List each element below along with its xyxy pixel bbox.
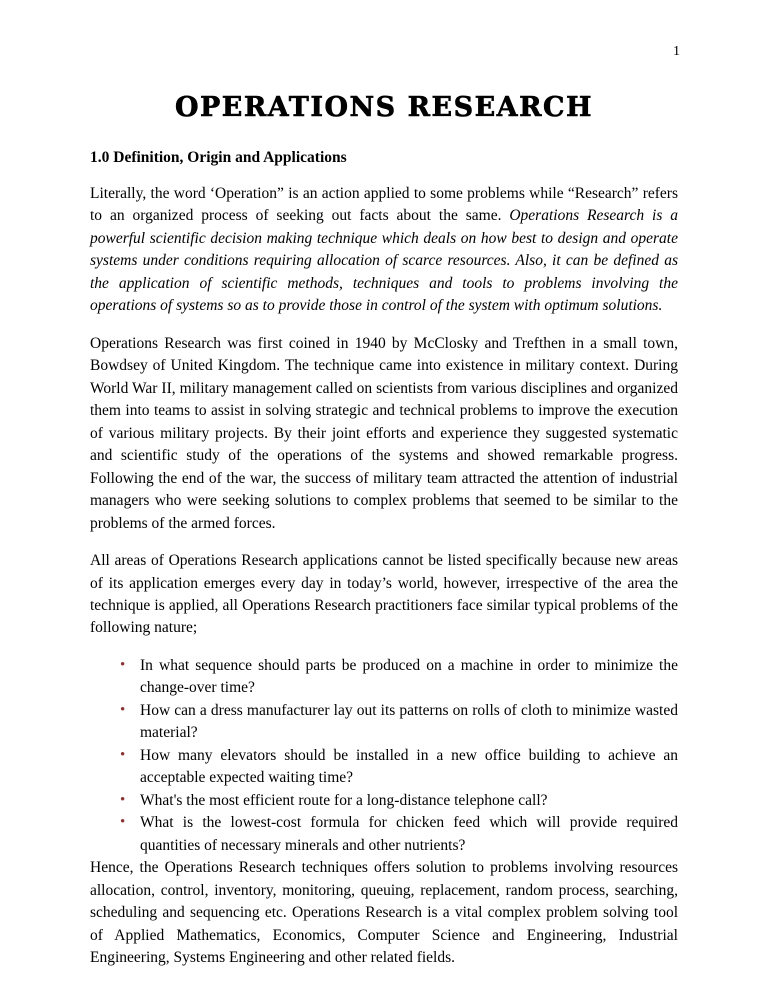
paragraph-applications: All areas of Operations Research applications cannot be listed specifically because new areas of its application emerges every day in today’s world, however, irrespective of the area the technique is applied, all Operations Research practitioners face similar typical problems of the following nature; bbox=[90, 552, 678, 637]
bullet-item bbox=[118, 790, 678, 812]
paragraph-origin: Operations Research was first coined in 1940 by McClosky and Trefthen in a small town, Bowdsey of United Kingdom. The technique came into existence in military context. During World War II, military management called on scientists from various disciplines and organized them into teams to assist in solving strategic and technical problems to improve the execution of various military projects. By their joint efforts and experience they suggested systematic and scientific study of the operations of the systems and showed remarkable progress. Following the end of the war, the success of military team attracted the attention of industrial managers who were seeking solutions to complex problems that seemed to be similar to the problems of the armed forces. bbox=[90, 334, 678, 532]
bullet-dot-icon: • bbox=[120, 701, 126, 718]
bullet-item bbox=[118, 655, 678, 700]
bullet-dot-icon: • bbox=[120, 814, 126, 831]
bullet-item bbox=[118, 700, 678, 745]
bullet-item-text: How many elevators should be installed in a new office building to achieve an acceptable expected waiting time? bbox=[140, 746, 678, 787]
paragraph-conclusion: Hence, the Operations Research techniques offers solution to problems involving resources allocation, control, inventory, monitoring, queuing, replacement, random process, searching, scheduling and sequencing etc. Operations Research is a vital complex problem solving tool of Applied Mathematics, Economics, Computer Science and Engineering, Industrial Engineering, Systems Engineering and other related fields. bbox=[90, 859, 678, 966]
section-heading: 1.0 Definition, Origin and Applications bbox=[90, 149, 347, 166]
document-title: OPERATIONS RESEARCH bbox=[174, 92, 594, 123]
bullet-dot-icon: • bbox=[120, 746, 126, 763]
paragraph-definition bbox=[90, 183, 678, 318]
bullet-dot-icon: • bbox=[120, 656, 126, 673]
bullet-item-text: How can a dress manufacturer lay out its patterns on rolls of cloth to minimize wasted material? bbox=[140, 701, 678, 742]
bullet-dot-icon: • bbox=[120, 791, 126, 808]
bullet-item-text: In what sequence should parts be produced on a machine in order to minimize the change-over time? bbox=[140, 656, 678, 697]
bullet-item bbox=[118, 812, 678, 857]
bullet-list bbox=[118, 655, 678, 857]
bullet-item bbox=[118, 745, 678, 790]
bullet-item-text: What's the most efficient route for a long-distance telephone call? bbox=[140, 791, 548, 809]
paragraph-definition-regular: Literally, the word ‘Operation” is an action applied to some problems while “Research” refers to an organized process of seeking out facts about the same. bbox=[90, 185, 678, 225]
page-number: 1 bbox=[673, 44, 680, 59]
paragraph-definition-italic: Operations Research is a powerful scientific decision making technique which deals on how best to design and operate systems under conditions requiring allocation of scarce resources. Also, it can be defined as the application of scientific methods, techniques and tools to problems involving the operations of systems so as to provide those in control of the system with optimum solutions. bbox=[90, 207, 679, 315]
bullet-item-text: What is the lowest-cost formula for chicken feed which will provide required quantities of necessary minerals and other nutrients? bbox=[140, 814, 678, 854]
